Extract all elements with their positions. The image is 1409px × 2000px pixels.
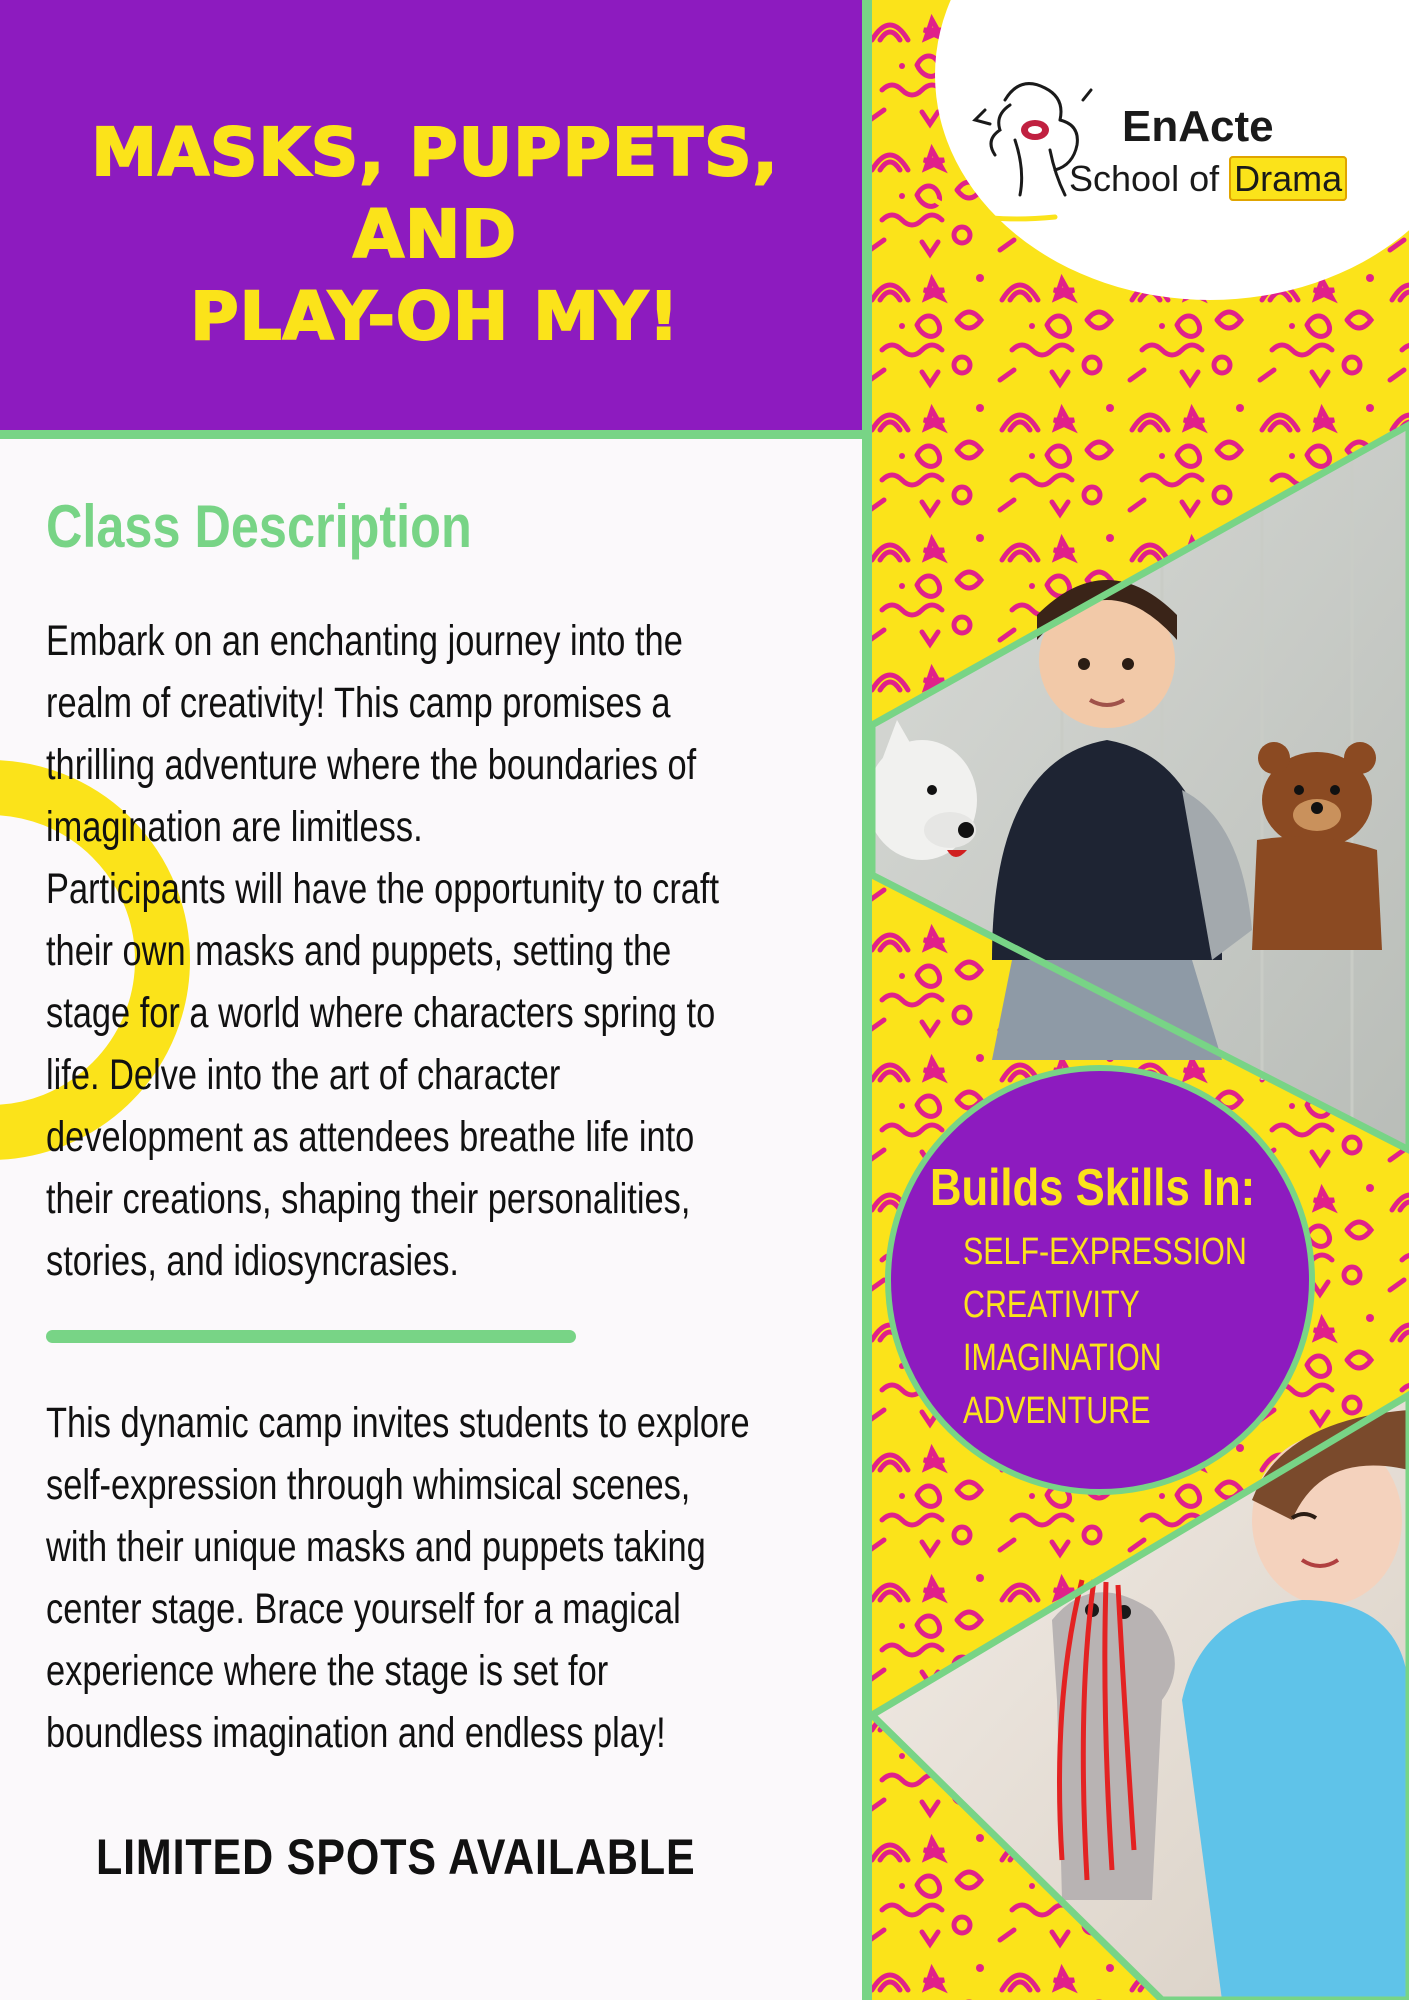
text-line: Embark on an enchanting journey into the [46,617,683,665]
text-line: life. Delve into the art of character [46,1051,561,1099]
logo-swoosh [930,195,1060,225]
text-line: realm of creativity! This camp promises a [46,679,671,727]
text-line: stories, and idiosyncrasies. [46,1237,459,1285]
text-line: Participants will have the opportunity to craft [46,865,720,913]
text-line: stage for a world where characters spring to [46,989,716,1037]
text-line: thrilling adventure where the boundaries of [46,741,697,789]
text-line: experience where the stage is set for [46,1647,609,1695]
description-paragraph-1 [46,610,719,1292]
text-line: self-expression through whimsical scenes, [46,1461,691,1509]
logo-brand [1122,102,1274,152]
description-paragraph-2 [46,1392,750,1764]
text-line: This dynamic camp invites students to explore [46,1399,750,1447]
section-divider [46,1330,576,1343]
skill-item: IMAGINATION [963,1337,1162,1379]
text-line: boundless imagination and endless play! [46,1709,666,1757]
flyer-title [30,112,840,358]
logo-brand-text: EnActe [1122,102,1274,151]
title-line: PLAY-OH MY! [190,278,680,355]
title-line: MASKS, PUPPETS, [91,114,779,191]
text-line: their creations, shaping their personalities, [46,1175,691,1223]
text-line: their own masks and puppets, setting the [46,927,672,975]
skill-item: ADVENTURE [963,1390,1151,1432]
section-heading: Class Description [46,493,472,560]
decorative-collage [862,0,1409,2000]
text-line: center stage. Brace yourself for a magical [46,1585,681,1633]
logo-school-prefix: School of [1069,158,1230,199]
call-to-action: LIMITED SPOTS AVAILABLE [96,1829,696,1885]
text-line: imagination are limitless. [46,803,423,851]
text-line: development as attendees breathe life into [46,1113,695,1161]
logo-school-line [1069,158,1347,200]
skills-title: Builds Skills In: [930,1159,1256,1217]
skills-list [963,1226,1318,1438]
title-line: AND [352,196,518,273]
logo-school-highlight: Drama [1229,156,1347,201]
text-line: with their unique masks and puppets taking [46,1523,706,1571]
column-divider [862,0,872,2000]
title-band-divider [0,430,862,439]
skill-item: CREATIVITY [963,1284,1140,1326]
skill-item: SELF-EXPRESSION [963,1231,1247,1273]
